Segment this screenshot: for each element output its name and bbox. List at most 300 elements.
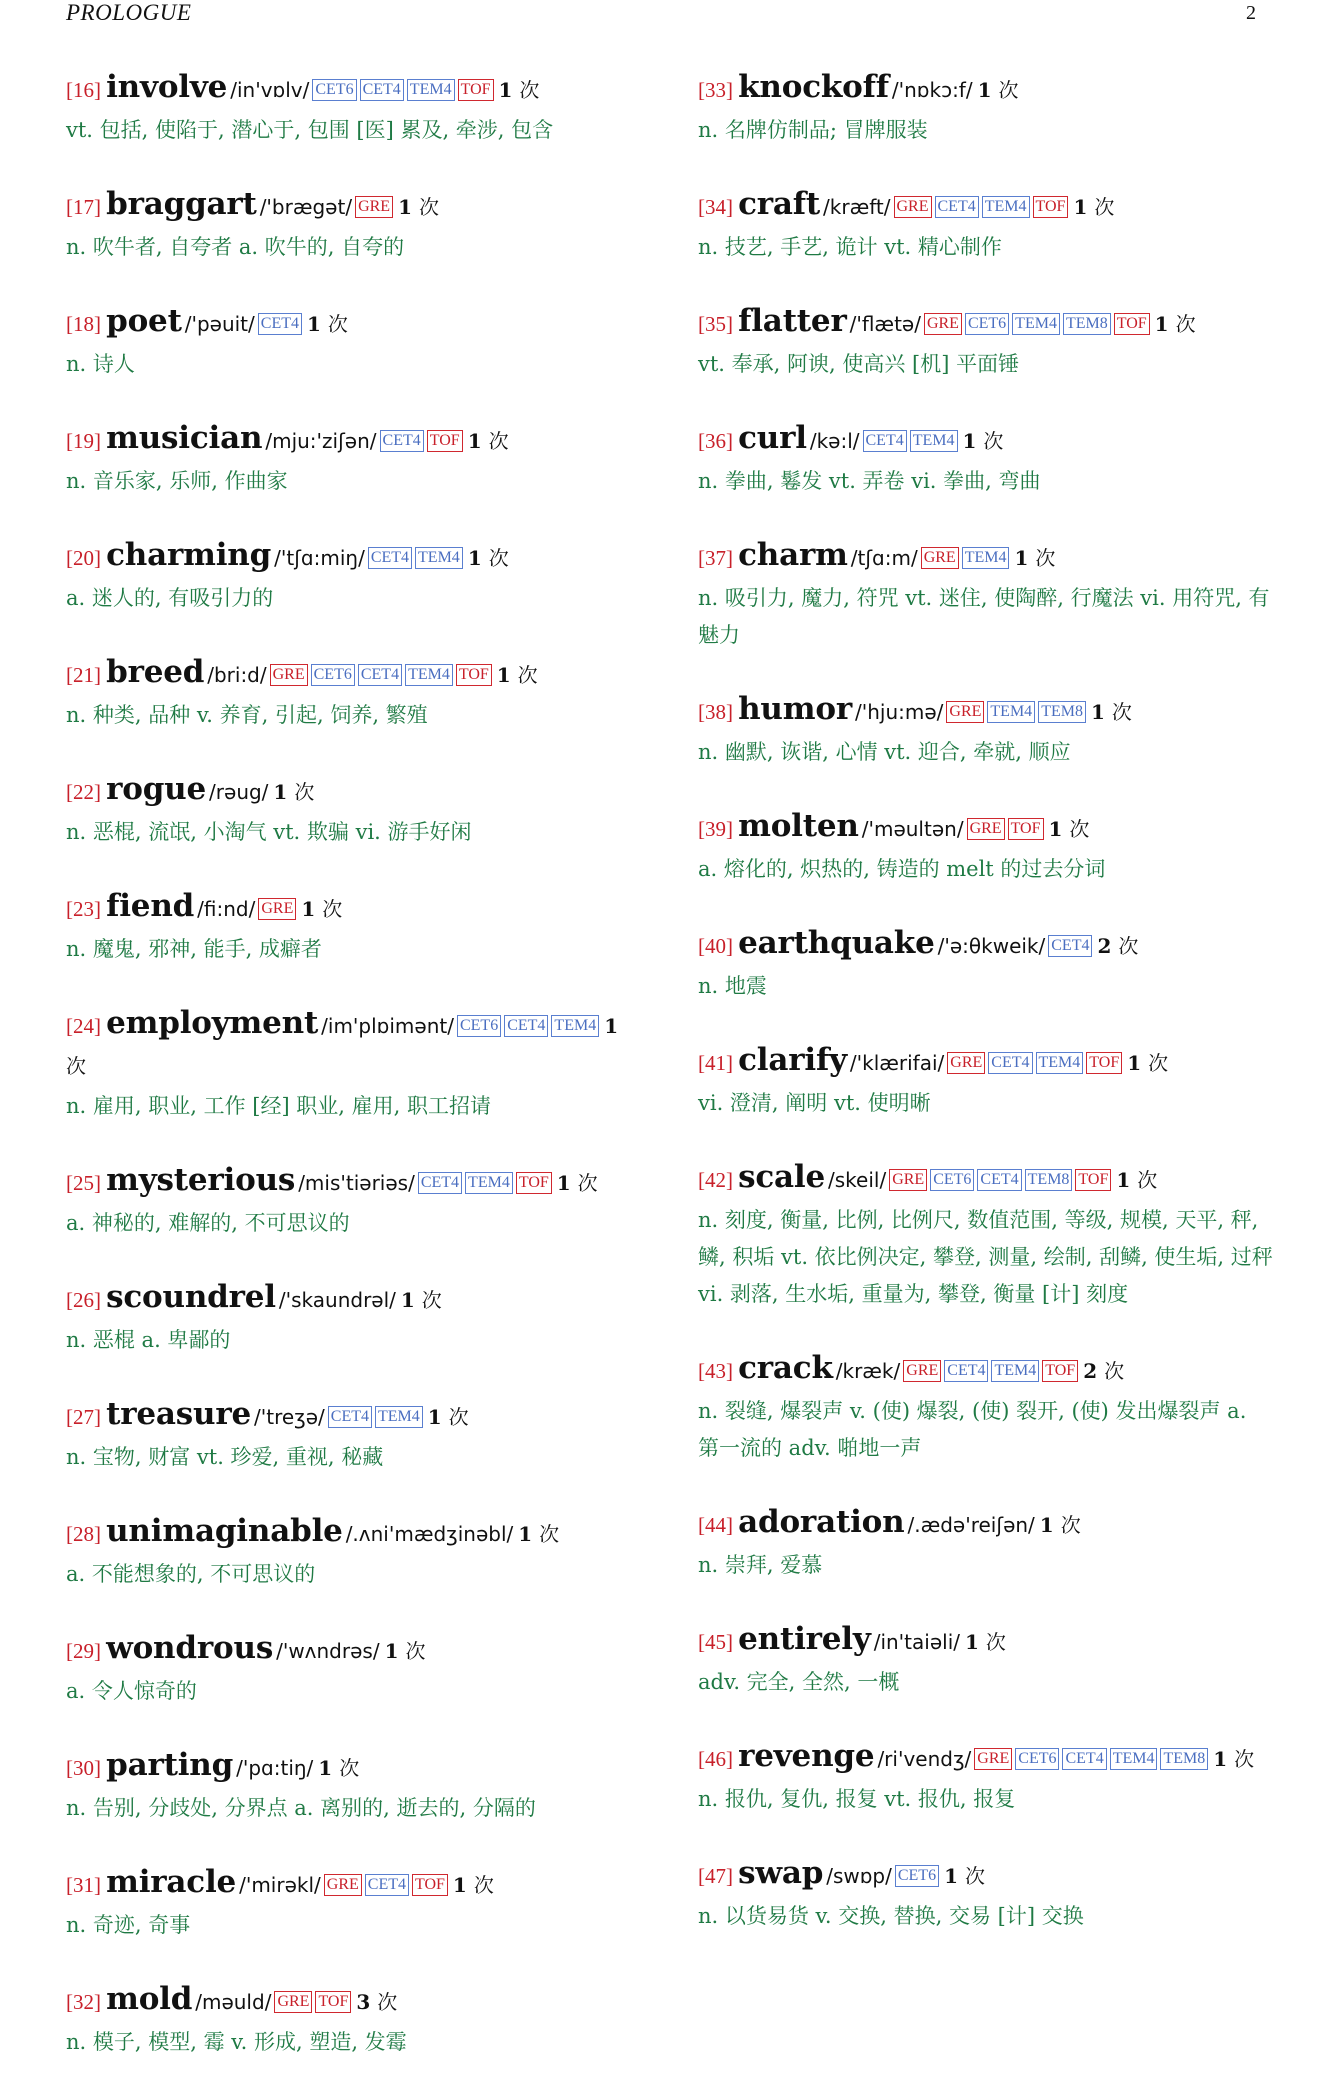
exam-tag: TOF: [1033, 196, 1069, 218]
count-unit: 次: [964, 1864, 985, 1888]
exam-tag: TEM4: [1110, 1748, 1158, 1770]
count-number: 1: [427, 1405, 442, 1429]
count-number: 1: [467, 546, 482, 570]
frequency-count: [398, 195, 439, 219]
entry-index: [20]: [66, 546, 101, 570]
headword: swap: [738, 1855, 824, 1891]
count-unit: 次: [66, 1054, 86, 1078]
definition: n. 告别, 分歧处, 分界点 a. 离别的, 逝去的, 分隔的: [66, 1796, 536, 1820]
exam-tag: TEM4: [407, 79, 455, 101]
vocab-entry: [698, 1503, 1274, 1584]
entry-index: [43]: [698, 1359, 733, 1383]
frequency-count: [518, 1522, 559, 1546]
count-unit: 次: [418, 195, 439, 219]
entry-index: [36]: [698, 429, 733, 453]
frequency-count: [944, 1864, 985, 1888]
vocab-entry: [698, 185, 1274, 266]
count-number: 1: [964, 1630, 979, 1654]
entry-index: [22]: [66, 780, 101, 804]
definition: vi. 澄清, 阐明 vt. 使明晰: [698, 1091, 931, 1115]
entry-head: [66, 1980, 642, 2023]
count-number: 1: [1154, 312, 1169, 336]
vocab-entry: [698, 1349, 1274, 1467]
frequency-count: [1049, 817, 1090, 841]
count-unit: 次: [1035, 546, 1056, 570]
vocab-entry: [66, 653, 642, 734]
phonetic: /'wʌndrəs/: [276, 1639, 380, 1663]
entry-index: [23]: [66, 897, 101, 921]
headword: earthquake: [738, 925, 935, 961]
phonetic: /kə:l/: [809, 429, 860, 453]
frequency-count: [1014, 546, 1055, 570]
entry-index: [21]: [66, 663, 101, 687]
exam-tag: CET6: [895, 1865, 939, 1887]
vocab-entry: [698, 1620, 1274, 1701]
headword: charm: [738, 537, 848, 573]
entry-head: [66, 653, 642, 696]
exam-tag: TEM4: [910, 430, 958, 452]
exam-tag: CET4: [988, 1052, 1032, 1074]
exam-tag: GRE: [903, 1360, 941, 1382]
exam-tag: CET4: [328, 1406, 372, 1428]
entry-head: [66, 1004, 642, 1087]
entry-head: [698, 924, 1274, 967]
frequency-count: [557, 1171, 598, 1195]
exam-tag: CET6: [311, 664, 355, 686]
frequency-count: [1213, 1747, 1254, 1771]
exam-tag: CET4: [368, 547, 412, 569]
headword: mysterious: [106, 1162, 296, 1198]
count-number: 2: [1083, 1359, 1098, 1383]
entry-head: [698, 1737, 1274, 1780]
exam-tag: CET4: [504, 1015, 548, 1037]
exam-tag: CET4: [418, 1172, 462, 1194]
entry-head: [66, 887, 642, 930]
headword: employment: [106, 1005, 319, 1041]
count-number: 1: [384, 1639, 399, 1663]
entry-head: [66, 1512, 642, 1555]
exam-tag: TOF: [1086, 1052, 1122, 1074]
header-title: PROLOGUE: [66, 0, 192, 25]
exam-tag: TEM4: [375, 1406, 423, 1428]
headword: treasure: [106, 1396, 252, 1432]
phonetic: /'mirəkl/: [239, 1873, 321, 1897]
entry-index: [27]: [66, 1405, 101, 1429]
entry-head: [698, 536, 1274, 579]
exam-tag: TEM4: [1036, 1052, 1084, 1074]
entry-head: [698, 1349, 1274, 1392]
phonetic: /'ə:θkweik/: [937, 934, 1046, 958]
count-unit: 次: [1069, 817, 1090, 841]
definition: n. 裂缝, 爆裂声 v. (使) 爆裂, (使) 裂开, (使) 发出爆裂声 a. 第一流的 adv. 啪地一声: [698, 1399, 1247, 1460]
count-number: 1: [318, 1756, 333, 1780]
headword: adoration: [738, 1504, 905, 1540]
phonetic: /im'plɒimənt/: [321, 1014, 454, 1038]
count-unit: 次: [1148, 1051, 1169, 1075]
entry-index: [34]: [698, 195, 733, 219]
count-number: 1: [400, 1288, 415, 1312]
count-number: 1: [273, 780, 288, 804]
count-unit: 次: [1060, 1513, 1081, 1537]
definition: a. 神秘的, 难解的, 不可思议的: [66, 1211, 350, 1235]
entry-head: [698, 419, 1274, 462]
frequency-count: [468, 429, 509, 453]
count-unit: 次: [519, 78, 540, 102]
entry-head: [66, 1629, 642, 1672]
count-number: 1: [301, 897, 316, 921]
entry-index: [17]: [66, 195, 101, 219]
vocab-entry: [698, 807, 1274, 888]
count-number: 1: [604, 1014, 619, 1038]
frequency-count: [385, 1639, 426, 1663]
entry-head: [66, 302, 642, 345]
definition: n. 刻度, 衡量, 比例, 比例尺, 数值范围, 等级, 规模, 天平, 秤, 鳞, 积垢 vt. 依比例决定, 攀登, 测量, 绘制, 刮鳞, 使生垢, 过秤 vi. 剥落, 生水垢, 重量为, 攀登, 衡量 [计] 刻度: [698, 1208, 1273, 1306]
exam-tag: CET6: [930, 1169, 974, 1191]
headword: knockoff: [738, 69, 889, 105]
entry-head: [66, 1161, 642, 1204]
entry-index: [40]: [698, 934, 733, 958]
entry-index: [24]: [66, 1014, 101, 1038]
entry-head: [66, 536, 642, 579]
count-unit: 次: [322, 897, 343, 921]
vocab-entry: [66, 1746, 642, 1827]
exam-tag: TEM8: [1038, 701, 1086, 723]
vocab-entry: [66, 185, 642, 266]
exam-tag: TOF: [412, 1874, 448, 1896]
exam-tag: CET4: [380, 430, 424, 452]
phonetic: /kræft/: [823, 195, 891, 219]
definition: n. 幽默, 诙谐, 心情 vt. 迎合, 牵就, 顺应: [698, 740, 1071, 764]
count-unit: 次: [1175, 312, 1196, 336]
count-number: 2: [1097, 934, 1112, 958]
exam-tag: TEM8: [1160, 1748, 1208, 1770]
vocab-entry: [698, 419, 1274, 500]
count-unit: 次: [998, 78, 1019, 102]
exam-tag: CET6: [1015, 1748, 1059, 1770]
frequency-count: [1073, 195, 1114, 219]
vocab-entry: [66, 302, 642, 383]
entry-index: [45]: [698, 1630, 733, 1654]
definition: a. 令人惊奇的: [66, 1679, 197, 1703]
exam-tag: GRE: [274, 1991, 312, 2013]
exam-tag: GRE: [889, 1169, 927, 1191]
headword: curl: [738, 420, 807, 456]
count-number: 3: [356, 1990, 371, 2014]
exam-tag: CET6: [312, 79, 356, 101]
phonetic: /'nɒkɔ:f/: [891, 78, 973, 102]
exam-tag: GRE: [258, 898, 296, 920]
count-number: 1: [1116, 1168, 1131, 1192]
vocab-entry: [66, 419, 642, 500]
phonetic: /'treʒə/: [254, 1405, 325, 1429]
headword: craft: [738, 186, 821, 222]
count-number: 1: [977, 78, 992, 102]
phonetic: /'pɑ:tiŋ/: [236, 1756, 314, 1780]
phonetic: /'flætə/: [849, 312, 921, 336]
entry-index: [31]: [66, 1873, 101, 1897]
exam-tag: TEM4: [405, 664, 453, 686]
headword: poet: [106, 303, 182, 339]
count-unit: 次: [517, 663, 538, 687]
count-unit: 次: [473, 1873, 494, 1897]
entry-index: [33]: [698, 78, 733, 102]
count-unit: 次: [985, 1630, 1006, 1654]
count-unit: 次: [539, 1522, 560, 1546]
vocab-entry: [66, 1512, 642, 1593]
exam-tag: TOF: [1114, 313, 1150, 335]
entry-index: [29]: [66, 1639, 101, 1663]
phonetic: /fi:nd/: [197, 897, 256, 921]
entry-index: [26]: [66, 1288, 101, 1312]
exam-tag: CET4: [365, 1874, 409, 1896]
entry-head: [66, 68, 642, 111]
entry-index: [28]: [66, 1522, 101, 1546]
entry-index: [19]: [66, 429, 101, 453]
count-number: 1: [1090, 700, 1105, 724]
vocab-entry: [698, 690, 1274, 771]
headword: parting: [106, 1747, 234, 1783]
count-unit: 次: [1111, 700, 1132, 724]
exam-tag: TOF: [315, 1991, 351, 2013]
vocab-entry: [698, 1041, 1274, 1122]
frequency-count: [307, 312, 348, 336]
exam-tag: CET6: [965, 313, 1009, 335]
definition: n. 雇用, 职业, 工作 [经] 职业, 雇用, 职工招请: [66, 1094, 492, 1118]
phonetic: /'hju:mə/: [854, 700, 944, 724]
frequency-count: [453, 1873, 494, 1897]
entry-index: [42]: [698, 1168, 733, 1192]
phonetic: /in'vɒlv/: [230, 78, 310, 102]
phonetic: /ri'vendʒ/: [877, 1747, 972, 1771]
definition: n. 名牌仿制品; 冒牌服装: [698, 118, 928, 142]
count-number: 1: [518, 1522, 533, 1546]
exam-tag: CET4: [944, 1360, 988, 1382]
frequency-count: [497, 663, 538, 687]
frequency-count: [1127, 1051, 1168, 1075]
frequency-count: [468, 546, 509, 570]
phonetic: /'brægət/: [259, 195, 353, 219]
exam-tag: CET4: [863, 430, 907, 452]
phonetic: /swɒp/: [826, 1864, 892, 1888]
count-unit: 次: [339, 1756, 360, 1780]
entry-head: [698, 302, 1274, 345]
phonetic: /'skaundrəl/: [278, 1288, 396, 1312]
headword: mold: [106, 1981, 193, 2017]
phonetic: /rəug/: [209, 780, 269, 804]
frequency-count: [401, 1288, 442, 1312]
headword: breed: [106, 654, 205, 690]
exam-tag: TEM4: [415, 547, 463, 569]
frequency-count: [978, 78, 1019, 102]
vocab-entry: [66, 1980, 642, 2061]
definition: n. 恶棍 a. 卑鄙的: [66, 1328, 231, 1352]
entry-head: [698, 690, 1274, 733]
frequency-count: [1116, 1168, 1157, 1192]
entry-head: [66, 1746, 642, 1789]
headword: scoundrel: [106, 1279, 276, 1315]
frequency-count: [1083, 1359, 1124, 1383]
headword: humor: [738, 691, 852, 727]
entry-index: [47]: [698, 1864, 733, 1888]
count-number: 1: [452, 1873, 467, 1897]
count-number: 1: [1014, 546, 1029, 570]
exam-tag: GRE: [921, 547, 959, 569]
vocab-entry: [698, 924, 1274, 1005]
entry-head: [66, 1395, 642, 1438]
headword: crack: [738, 1350, 833, 1386]
exam-tag: TOF: [1008, 818, 1044, 840]
entry-index: [46]: [698, 1747, 733, 1771]
entry-head: [698, 1620, 1274, 1663]
phonetic: /bri:d/: [207, 663, 267, 687]
exam-tag: TOF: [456, 664, 492, 686]
page-header: [66, 0, 1256, 30]
exam-tag: TOF: [427, 430, 463, 452]
entry-index: [16]: [66, 78, 101, 102]
definition: vt. 包括, 使陷于, 潜心于, 包围 [医] 累及, 牵涉, 包含: [66, 118, 554, 142]
exam-tag: TEM8: [1063, 313, 1111, 335]
exam-tag: CET4: [977, 1169, 1021, 1191]
exam-tag: TOF: [516, 1172, 552, 1194]
definition: n. 恶棍, 流氓, 小淘气 vt. 欺骗 vi. 游手好闲: [66, 820, 472, 844]
frequency-count: [499, 78, 540, 102]
entry-index: [37]: [698, 546, 733, 570]
exam-tag: TEM4: [962, 547, 1010, 569]
headword: involve: [106, 69, 228, 105]
count-number: 1: [398, 195, 412, 219]
left-column: [66, 68, 642, 2097]
frequency-count: [963, 429, 1004, 453]
vocab-entry: [698, 1737, 1274, 1818]
exam-tag: CET4: [360, 79, 404, 101]
phonetic: /in'taiəli/: [873, 1630, 960, 1654]
count-unit: 次: [1118, 934, 1139, 958]
exam-tag: GRE: [324, 1874, 362, 1896]
exam-tag: TEM8: [1025, 1169, 1073, 1191]
vocab-entry: [698, 68, 1274, 149]
exam-tag: TEM4: [1012, 313, 1060, 335]
count-number: 1: [962, 429, 977, 453]
entry-index: [18]: [66, 312, 101, 336]
headword: rogue: [106, 771, 207, 807]
definition: adv. 完全, 全然, 一概: [698, 1670, 900, 1694]
vocab-entry: [698, 1854, 1274, 1935]
count-number: 1: [1039, 1513, 1054, 1537]
count-unit: 次: [327, 312, 348, 336]
entry-head: [66, 1278, 642, 1321]
vocab-entry: [66, 1863, 642, 1944]
headword: braggart: [106, 186, 257, 222]
count-number: 1: [1073, 195, 1088, 219]
count-number: 1: [467, 429, 482, 453]
frequency-count: [356, 1990, 397, 2014]
exam-tag: TOF: [1075, 1169, 1111, 1191]
exam-tag: GRE: [947, 1052, 985, 1074]
headword: clarify: [738, 1042, 847, 1078]
headword: flatter: [738, 303, 847, 339]
exam-tag: GRE: [967, 818, 1005, 840]
entry-index: [44]: [698, 1513, 733, 1537]
definition: a. 不能想象的, 不可思议的: [66, 1562, 316, 1586]
frequency-count: [273, 780, 314, 804]
entry-index: [35]: [698, 312, 733, 336]
headword: entirely: [738, 1621, 871, 1657]
exam-tag: TEM4: [991, 1360, 1039, 1382]
definition: n. 宝物, 财富 vt. 珍爱, 重视, 秘藏: [66, 1445, 384, 1469]
frequency-count: [318, 1756, 359, 1780]
count-unit: 次: [577, 1171, 598, 1195]
entry-head: [698, 807, 1274, 850]
vocab-entry: [66, 1004, 642, 1125]
entry-head: [698, 68, 1274, 111]
frequency-count: [428, 1405, 469, 1429]
count-unit: 次: [1234, 1747, 1255, 1771]
exam-tag: GRE: [946, 701, 984, 723]
definition: a. 迷人的, 有吸引力的: [66, 586, 274, 610]
count-unit: 次: [448, 1405, 469, 1429]
phonetic: /mju:'ziʃən/: [265, 429, 377, 453]
entry-head: [698, 1158, 1274, 1201]
vocab-entry: [66, 1395, 642, 1476]
frequency-count: [1155, 312, 1196, 336]
count-unit: 次: [488, 429, 509, 453]
vocab-entry: [66, 1629, 642, 1710]
entry-index: [30]: [66, 1756, 101, 1780]
entry-index: [39]: [698, 817, 733, 841]
vocab-entry: [698, 302, 1274, 383]
count-number: 1: [1127, 1051, 1142, 1075]
count-unit: 次: [1137, 1168, 1158, 1192]
headword: revenge: [738, 1738, 875, 1774]
page-number: 2: [1246, 2, 1256, 24]
vocab-entry: [698, 1158, 1274, 1313]
exam-tag: GRE: [894, 196, 932, 218]
phonetic: /məuld/: [195, 1990, 272, 2014]
exam-tag: GRE: [355, 196, 393, 218]
frequency-count: [1040, 1513, 1081, 1537]
phonetic: /'klærifai/: [849, 1051, 945, 1075]
exam-tag: TEM4: [551, 1015, 599, 1037]
definition: n. 诗人: [66, 352, 135, 376]
headword: scale: [738, 1159, 826, 1195]
entry-head: [66, 419, 642, 462]
entry-head: [698, 1041, 1274, 1084]
count-unit: 次: [488, 546, 509, 570]
headword: fiend: [106, 888, 195, 924]
count-number: 1: [1213, 1747, 1228, 1771]
frequency-count: [1091, 700, 1132, 724]
exam-tag: CET4: [358, 664, 402, 686]
count-unit: 次: [294, 780, 315, 804]
entry-index: [41]: [698, 1051, 733, 1075]
definition: n. 吸引力, 魔力, 符咒 vt. 迷住, 使陶醉, 行魔法 vi. 用符咒, 有魅力: [698, 586, 1270, 647]
phonetic: /.ʌni'mædʒinəbl/: [345, 1522, 514, 1546]
phonetic: /kræk/: [835, 1359, 901, 1383]
definition: n. 模子, 模型, 霉 v. 形成, 塑造, 发霉: [66, 2030, 407, 2054]
entry-index: [25]: [66, 1171, 101, 1195]
exam-tag: CET4: [258, 313, 302, 335]
entry-head: [698, 1503, 1274, 1546]
definition: n. 魔鬼, 邪神, 能手, 成癖者: [66, 937, 322, 961]
exam-tag: CET4: [935, 196, 979, 218]
phonetic: /tʃɑ:m/: [850, 546, 918, 570]
phonetic: /skeil/: [828, 1168, 887, 1192]
count-unit: 次: [1104, 1359, 1125, 1383]
definition: n. 以货易货 v. 交换, 替换, 交易 [计] 交换: [698, 1904, 1084, 1928]
phonetic: /'tʃɑ:miŋ/: [274, 546, 365, 570]
count-unit: 次: [405, 1639, 426, 1663]
definition: n. 音乐家, 乐师, 作曲家: [66, 469, 288, 493]
